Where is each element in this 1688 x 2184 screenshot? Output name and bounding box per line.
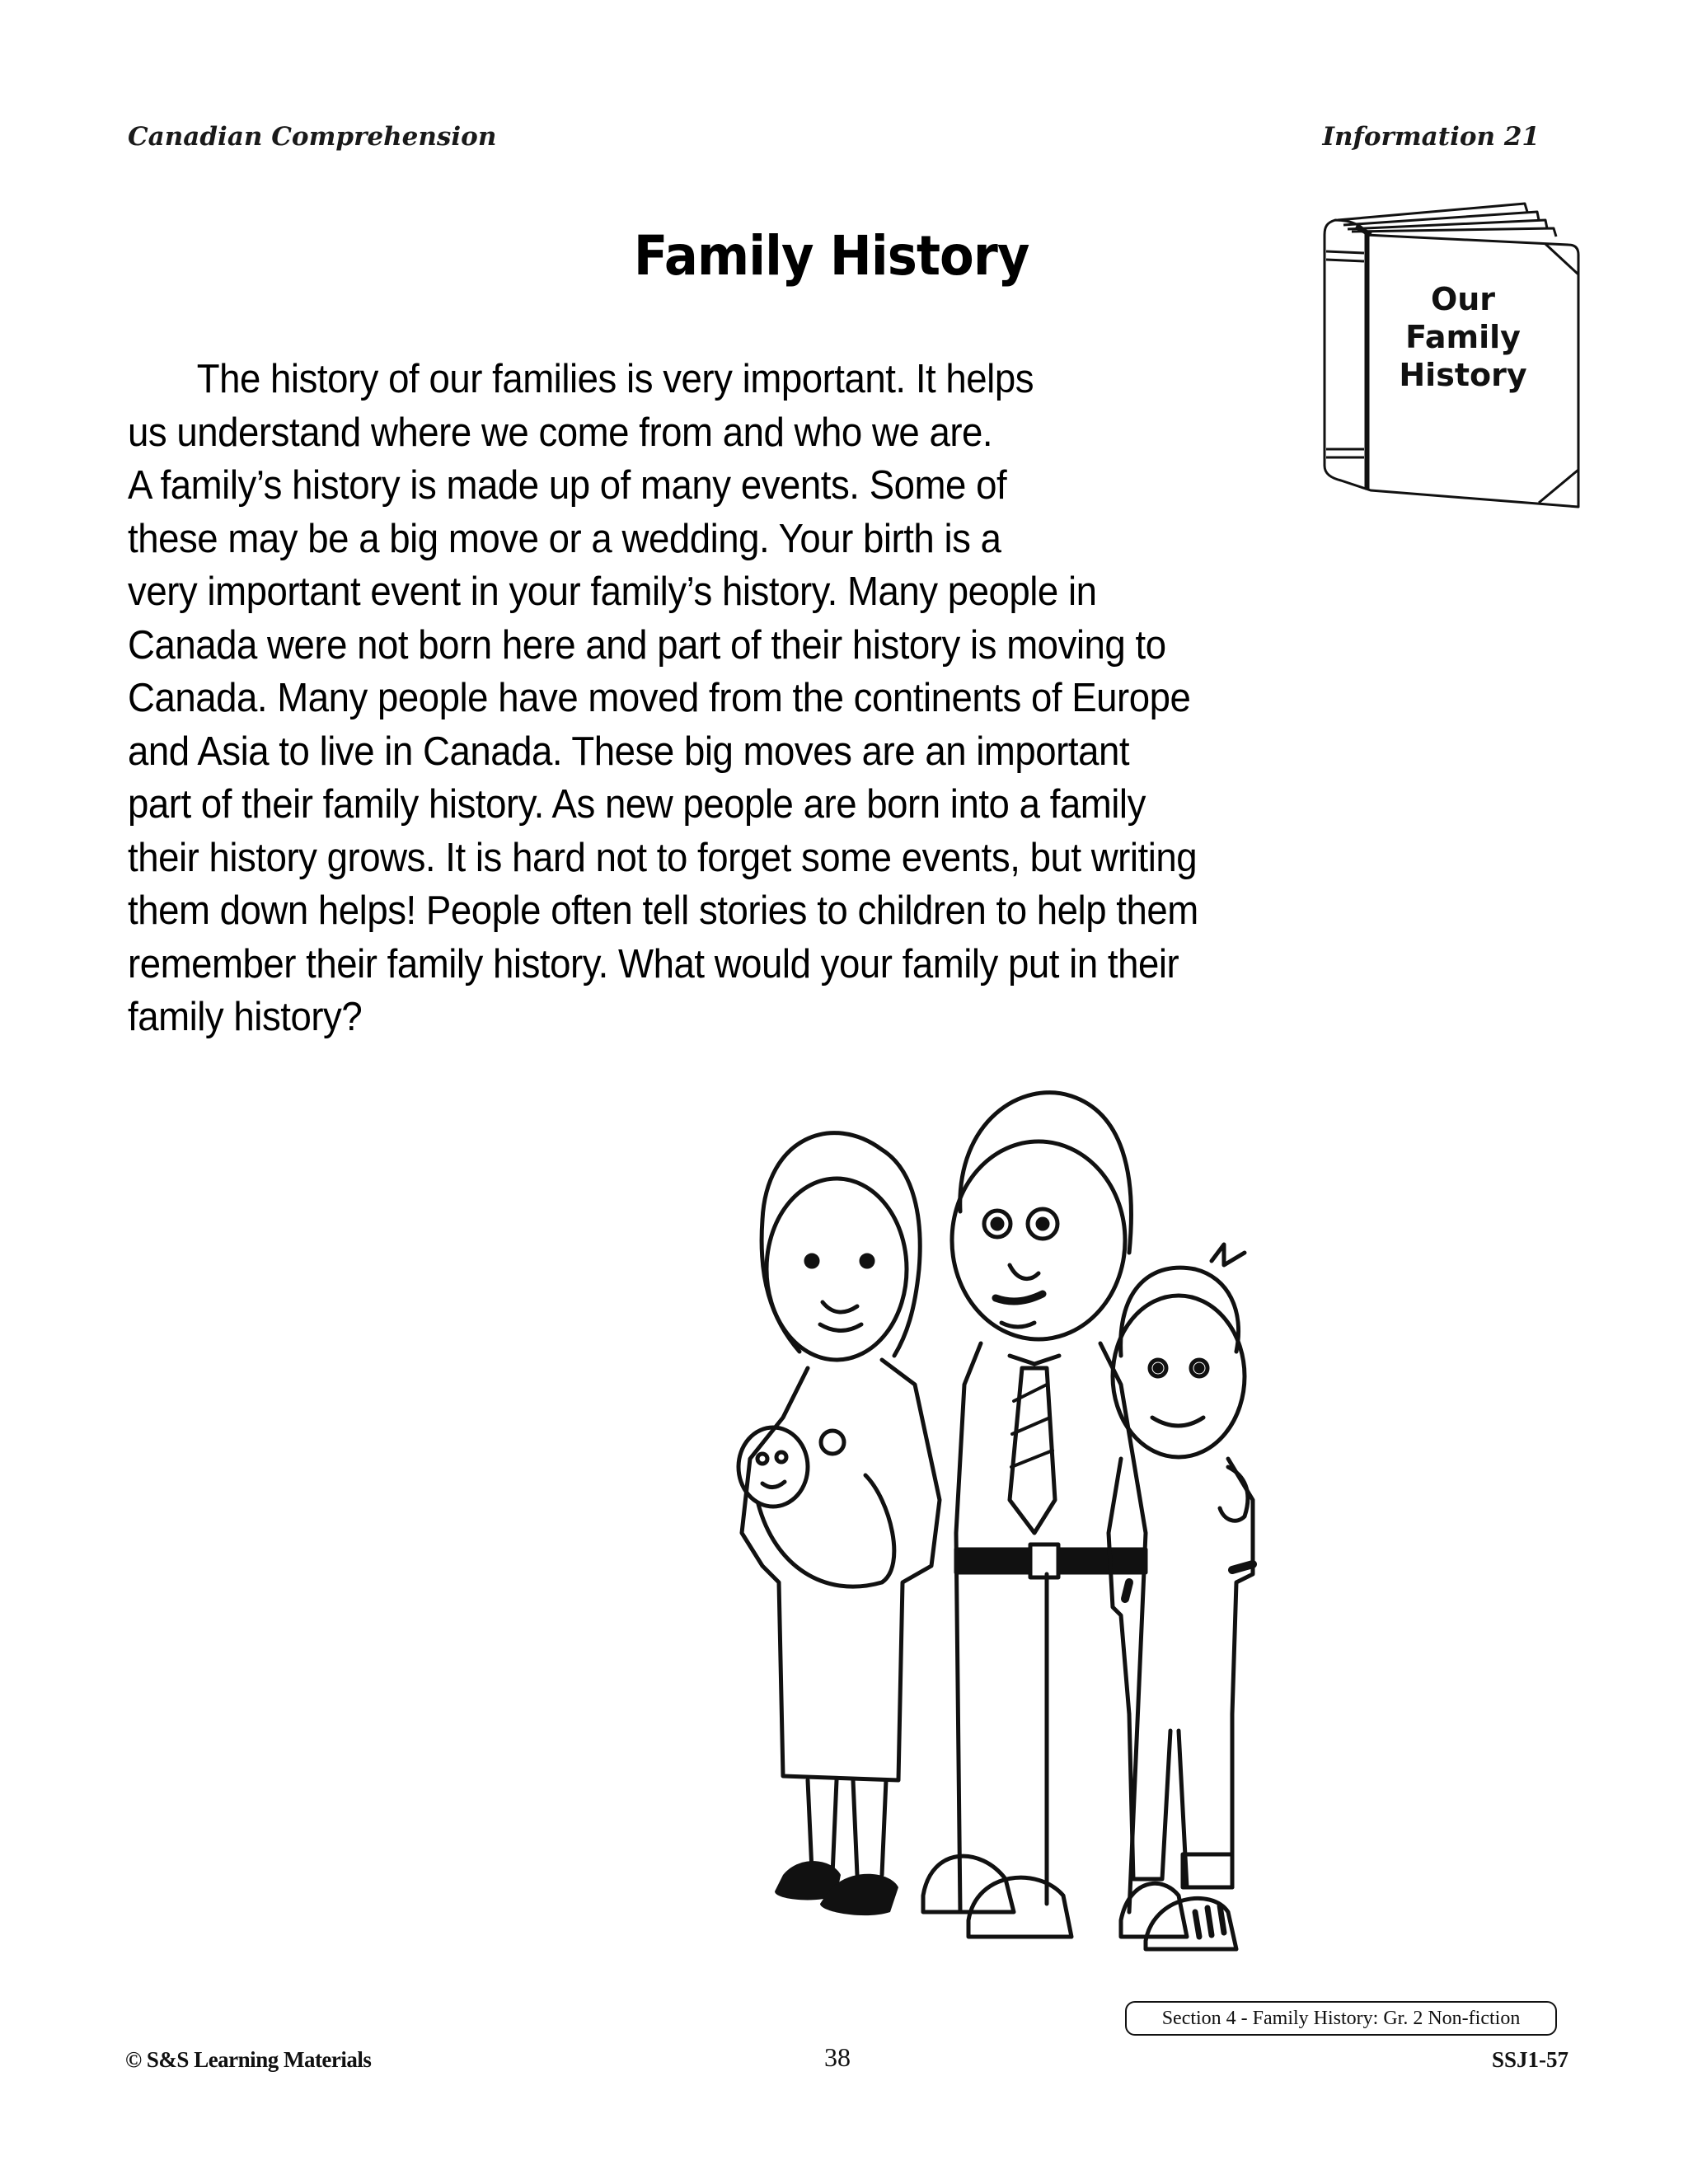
paragraph-line: The history of our families is very important. It helps	[196, 357, 1034, 401]
book-cover-line: History	[1399, 357, 1527, 393]
book-cover-line: Our	[1430, 281, 1496, 317]
paragraph-line: part of their family history. As new people are born into a family	[128, 782, 1146, 827]
paragraph-line: very important event in your family’s history. Many people in	[128, 569, 1097, 614]
paragraph-line: Canada were not born here and part of their history is moving to	[128, 622, 1166, 668]
paragraph-line: remember their family history. What would your family put in their	[128, 941, 1179, 987]
paragraph-line: A family’s history is made up of many events. Some of	[128, 463, 1007, 508]
paragraph-line: and Asia to live in Canada. These big moves are an important	[128, 729, 1130, 774]
mother-shoes	[775, 1861, 898, 1915]
paragraph-line: their history grows. It is hard not to forget some events, but writing	[128, 835, 1198, 880]
paragraph-line: these may be a big move or a wedding. Your birth is a	[128, 516, 1001, 561]
paragraph-line: us understand where we come from and who we are.	[128, 410, 993, 455]
paragraph-line: family history?	[128, 995, 363, 1039]
header-section-label: Information 21	[1322, 122, 1540, 152]
product-code: SSJ1-57	[1491, 2047, 1568, 2072]
page-number: 38	[824, 2042, 851, 2072]
body-paragraph	[128, 353, 1636, 1044]
paragraph-line: Canada. Many people have moved from the continents of Europe	[128, 676, 1191, 720]
copyright-text: © S&S Learning Materials	[125, 2047, 372, 2072]
family-illustration-icon	[684, 1071, 1261, 1953]
book-cover-line: Family	[1405, 319, 1521, 355]
paragraph-line: them down helps! People often tell stories to children to help them	[128, 888, 1198, 933]
mother-figure	[742, 1133, 940, 1875]
page-title-text: Family History	[634, 224, 1029, 288]
header-book-title: Canadian Comprehension	[128, 122, 497, 152]
section-label-box: Section 4 - Family History: Gr. 2 Non-fiction	[1125, 2001, 1557, 2036]
